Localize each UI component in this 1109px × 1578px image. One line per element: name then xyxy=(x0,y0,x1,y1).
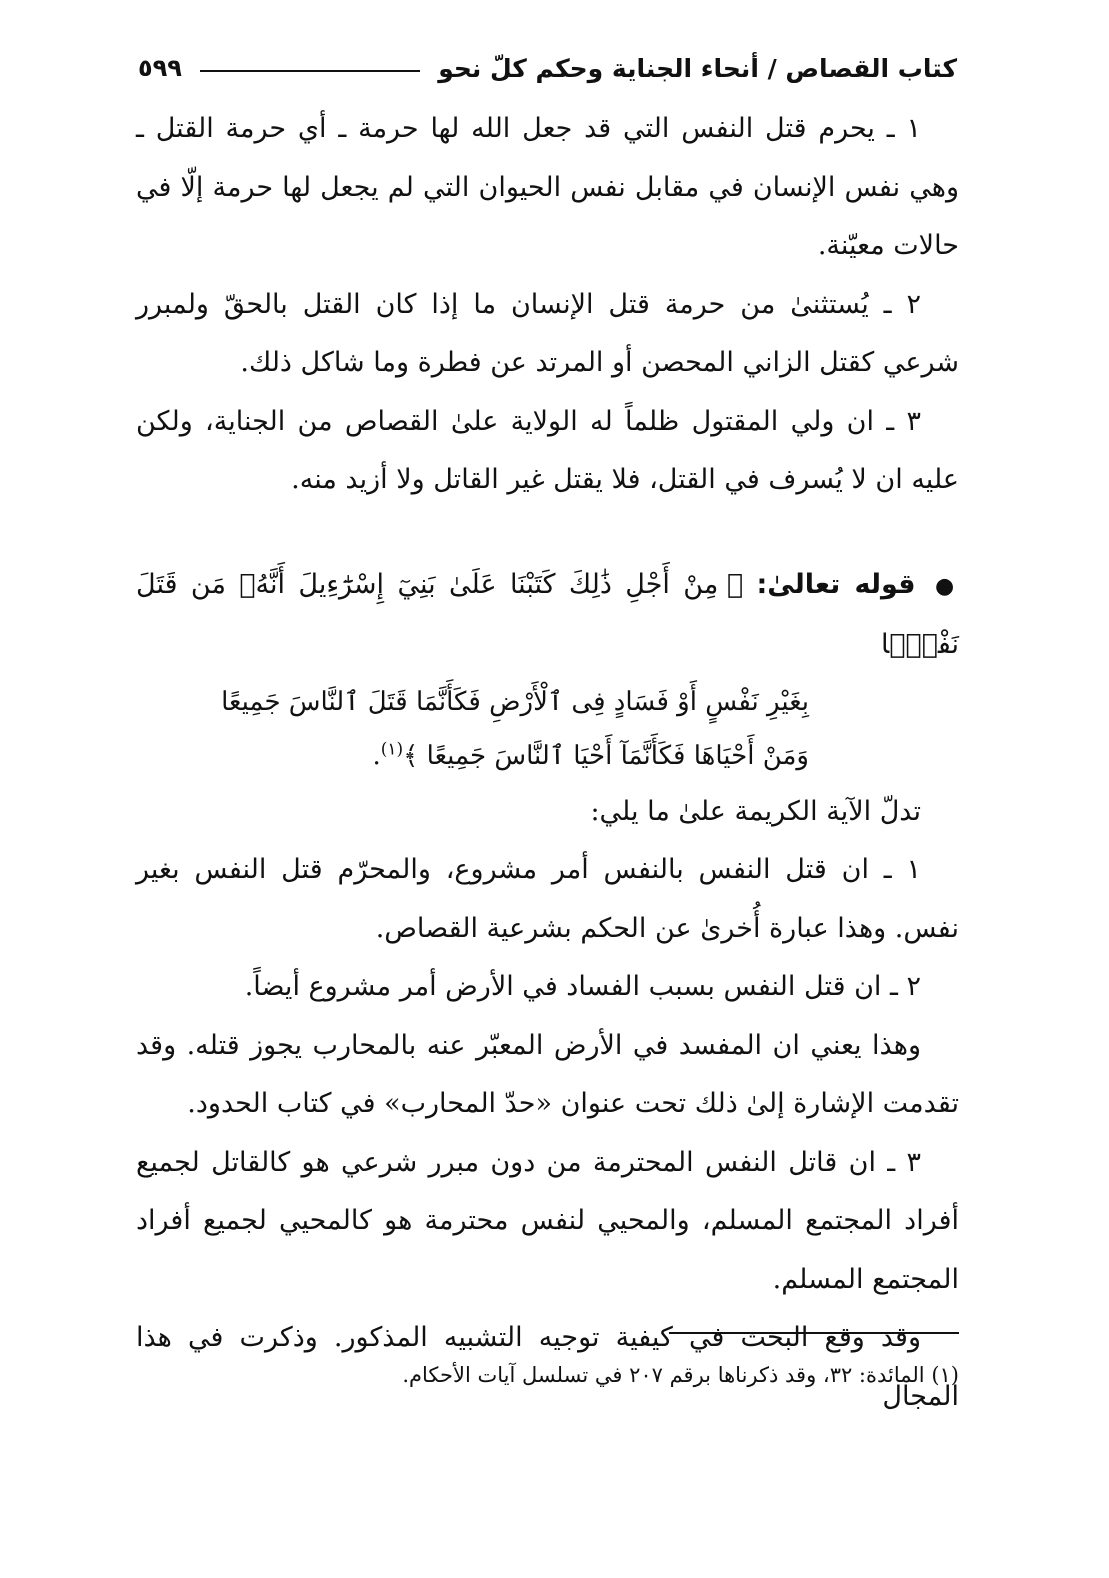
verse-text-3: وَمَنْ أَحْيَاهَا فَكَأَنَّمَآ أَحْيَا ٱلنَّاسَ جَمِيعًا ﴾ xyxy=(403,740,809,771)
running-header xyxy=(138,48,957,88)
footnote-reference: (١) xyxy=(380,738,404,759)
paragraph-7: وهذا يعني ان المفسد في الأرض المعبّر عنه بالمحارب يجوز قتله. وقد تقدمت الإشارة إلىٰ ذلك تحت عنوان «حدّ المحارب» في كتاب الحدود. xyxy=(136,1029,959,1119)
footnote: (١) المائدة: ٣٢، وقد ذكرناها برقم ٢٠٧ في تسلسل آيات الأحكام. xyxy=(402,1363,959,1387)
paragraph-4: تدلّ الآية الكريمة علىٰ ما يلي: xyxy=(590,795,921,827)
paragraph-5: ١ ـ ان قتل النفس بالنفس أمر مشروع، والمحرّم قتل النفس بغير نفس. وهذا عبارة أُخرىٰ عن الحكم بشرعية القصاص. xyxy=(136,854,959,944)
paragraph-2: ٢ ـ يُستثنىٰ من حرمة قتل الإنسان ما إذا كان القتل بالحقّ ولمبرر شرعي كقتل الزاني المحصن أو المرتد عن فطرة وما شاكل ذلك. xyxy=(136,288,959,378)
footnote-rule xyxy=(669,1332,959,1334)
paragraph-8: ٣ ـ ان قاتل النفس المحترمة من دون مبرر شرعي هو كالقاتل لجميع أفراد المجتمع المسلم، والمحيي لنفس محترمة هو كالمحيي لجميع أفراد المجتمع المسلم. xyxy=(136,1146,960,1295)
running-title: كتاب القصاص / أنحاء الجناية وحكم كلّ نحو xyxy=(438,53,957,83)
quran-verse-block xyxy=(136,556,959,783)
verse-line-3 xyxy=(136,729,959,783)
verse-line-1 xyxy=(136,556,959,675)
verse-line-2: بِغَيْرِ نَفْسٍ أَوْ فَسَادٍ فِى ٱلْأَرْضِ فَكَأَنَّمَا قَتَلَ ٱلنَّاسَ جَمِيعًا xyxy=(221,686,809,717)
bullet-icon: ● xyxy=(934,573,959,599)
header-rule xyxy=(200,70,420,72)
section-gap xyxy=(136,510,959,556)
page-number: ٥٩٩ xyxy=(138,54,182,82)
paragraph-1: ١ ـ يحرم قتل النفس التي قد جعل الله لها حرمة ـ أي حرمة القتل ـ وهي نفس الإنسان في مقابل نفس الحيوان التي لم يجعل لها حرمة إلّا في حالات معيّنة. xyxy=(136,113,959,261)
verse-text-1: ﴿ مِنْ أَجْلِ ذَٰلِكَ كَتَبْنَا عَلَىٰ بَنِيٓ إِسْرَٰٓءِيلَ أَنَّهُۥ مَن قَتَلَ نَفْسًۢا xyxy=(136,568,959,660)
verse-end: . xyxy=(372,740,381,771)
paragraph-3: ٣ ـ ان ولي المقتول ظلماً له الولاية علىٰ القصاص من الجناية، ولكن عليه ان لا يُسرف في القتل، فلا يقتل غير القاتل ولا أزيد منه. xyxy=(136,405,959,495)
verse-lead: قوله تعالىٰ: xyxy=(756,568,916,600)
body-text xyxy=(136,100,959,1426)
paragraph-9: وقد وقع البحث في كيفية توجيه التشبيه المذكور. وذكرت في هذا المجال xyxy=(136,1322,959,1412)
paragraph-6: ٢ ـ ان قتل النفس بسبب الفساد في الأرض أمر مشروع أيضاً. xyxy=(244,971,921,1002)
